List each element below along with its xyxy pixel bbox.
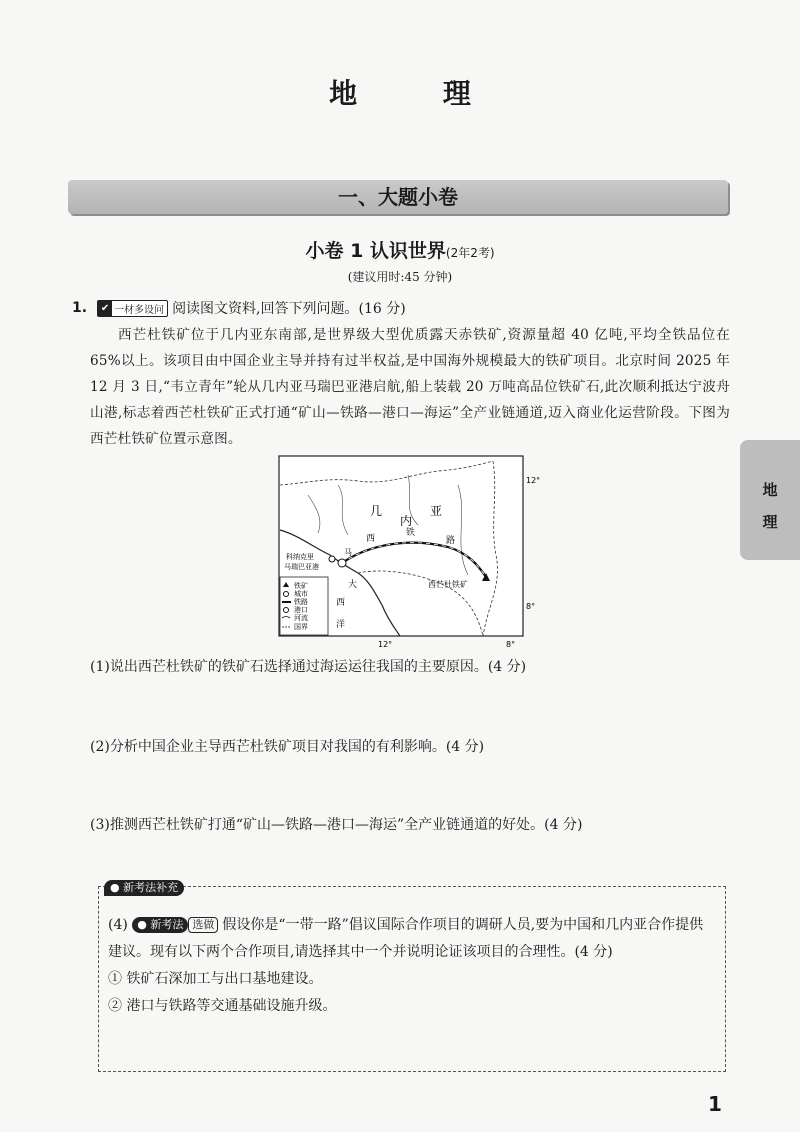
sub-question-2: (2)分析中国企业主导西芒杜铁矿项目对我国的有利影响。(4 分) (90, 739, 485, 755)
time-hint: (建议用时:45 分钟) (347, 270, 453, 284)
side-tab-char-0: 地 (762, 481, 778, 499)
legend-1: 城市 (294, 590, 308, 598)
sea-label-2: 西 (336, 598, 346, 608)
city-icon (329, 556, 335, 562)
section-banner (68, 180, 728, 214)
supplement-option-1: ① 铁矿石深加工与出口基地建设。 (108, 971, 323, 987)
side-tab-char-1: 理 (762, 513, 778, 531)
new-method-pill: ● 新考法 (132, 917, 188, 933)
legend-4: 河流 (294, 614, 308, 622)
mine-label: 西芒杜铁矿 (428, 580, 468, 589)
question-tag (97, 300, 168, 317)
country-char-1: 内 (400, 514, 413, 528)
supplement-label (104, 880, 184, 896)
location-map (278, 455, 548, 650)
new-method-pill-text: 新考法 (150, 918, 184, 931)
lon-8: 8° (506, 640, 516, 649)
bulb-icon: ● (110, 881, 120, 894)
rail-char-2: 路 (446, 536, 456, 546)
port-icon (338, 559, 346, 567)
side-tab (740, 440, 800, 560)
legend-5: 国界 (294, 623, 308, 631)
supplement-label-text: 新考法补充 (123, 881, 179, 894)
question-number: 1. (72, 300, 88, 316)
rail-char-0: 西 (366, 534, 376, 544)
subtitle (0, 236, 800, 263)
subtitle-main: 小卷 1 认识世界 (305, 240, 446, 262)
rail-char-1: 铁 (406, 528, 416, 538)
supplement-question (108, 912, 716, 966)
city-label: 科纳克里 (286, 553, 314, 561)
page-number: 1 (708, 1092, 722, 1116)
lon-12: 12° (378, 640, 393, 649)
optional-pill: 选做 (188, 917, 218, 933)
sub-question-3: (3)推测西芒杜铁矿打通“矿山—铁路—港口—海运”全产业链通道的好处。(4 分) (90, 817, 583, 833)
legend-0: 铁矿 (294, 582, 308, 590)
country-char-2: 亚 (430, 504, 443, 518)
sub-question-1: (1)说出西芒杜铁矿的铁矿石选择通过海运运往我国的主要原因。(4 分) (90, 659, 527, 675)
sea-label-1: 大 (348, 580, 358, 590)
question-paragraph: 西芒杜铁矿位于几内亚东南部,是世界级大型优质露天赤铁矿,资源量超 40 亿吨,平均全铁品位在 65%以上。该项目由中国企业主导并持有过半权益,是中国海外规模最大的铁矿项目。北京时间 2025 年 12 月 3 日,“韦立青年”轮从几内亚马瑞巴亚港启航,船上装载 20 万吨高品位铁矿石,此次顺利抵达宁波舟山港,标志着西芒杜铁矿正式打通“矿山—铁路—港口—海运”全产业链通道,迈入商业化运营阶段。下图为西芒杜铁矿位置示意图。 (90, 327, 730, 447)
legend-3: 港口 (294, 606, 308, 614)
lat-12: 12° (526, 476, 541, 485)
check-icon: ✔ (98, 301, 112, 316)
country-char-0: 几 (370, 504, 383, 518)
section-banner-text: 一、大题小卷 (338, 185, 458, 209)
question-tag-text: 一材多设问 (114, 304, 165, 316)
legend-2: 铁路 (294, 598, 308, 606)
supplement-num: (4) (108, 917, 128, 933)
question-header (72, 298, 406, 318)
supplement-text (108, 912, 716, 1020)
ma-label: 马 (344, 548, 352, 557)
supplement-question-text: 假设你是“一带一路”倡议国际合作项目的调研人员,要为中国和几内亚合作提供建议。现有以下两个合作项目,请选择其中一个并说明论证该项目的合理性。(4 分) (108, 917, 704, 960)
lat-8: 8° (526, 602, 536, 611)
supplement-option-2: ② 港口与铁路等交通基础设施升级。 (108, 998, 337, 1014)
subtitle-note: (2年2考) (445, 246, 495, 260)
question-prompt: 阅读图文资料,回答下列问题。(16 分) (172, 301, 406, 317)
port-label: 马瑞巴亚港 (284, 563, 319, 571)
sea-label-3: 洋 (336, 620, 346, 630)
page-title: 地 理 (329, 77, 509, 110)
